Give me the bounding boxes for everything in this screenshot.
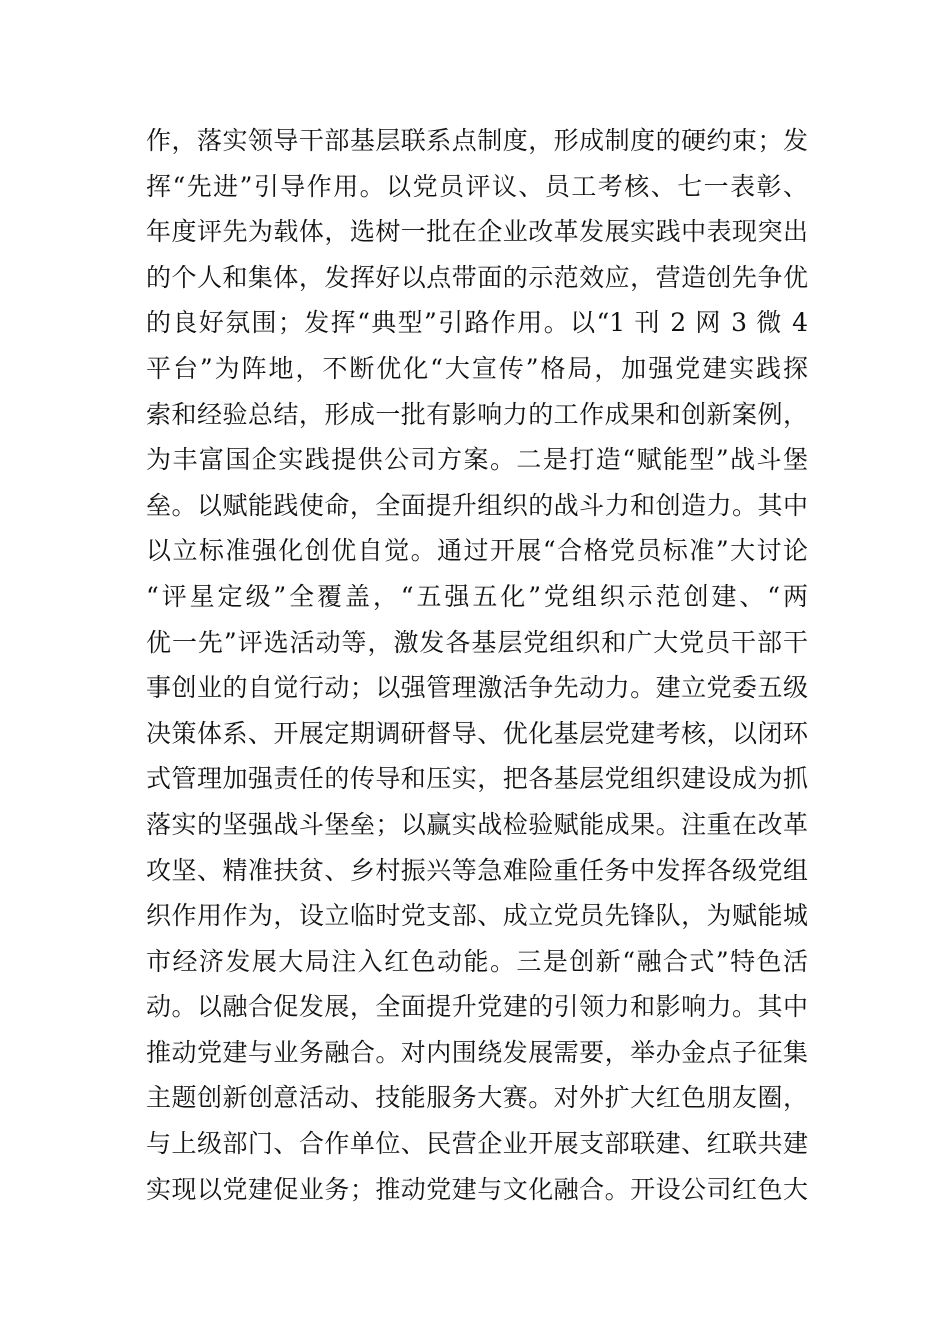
text-line: 的个人和集体，发挥好以点带面的示范效应，营造创先争优	[146, 262, 808, 292]
text-line: 作，落实领导干部基层联系点制度，形成制度的硬约束；发	[146, 126, 808, 155]
text-line: 的良好氛围；发挥“典型”引路作用。以“1 刊 2 网 3 微 4	[146, 308, 808, 338]
text-line: 与上级部门、合作单位、民营企业开展支部联建、红联共建	[146, 1129, 808, 1159]
text-line: 年度评先为载体，选树一批在企业改革发展实践中表现突出	[146, 217, 808, 247]
text-line: 织作用作为，设立临时党支部、成立党员先锋队，为赋能城	[146, 901, 808, 931]
text-line: 决策体系、开展定期调研督导、优化基层党建考核，以闭环	[146, 718, 808, 748]
text-line: 挥“先进”引导作用。以党员评议、员工考核、七一表彰、	[146, 171, 808, 201]
text-line: 动。以融合促发展，全面提升党建的引领力和影响力。其中	[146, 992, 808, 1022]
text-line: 平台”为阵地，不断优化“大宣传”格局，加强党建实践探	[146, 353, 808, 383]
text-line: 实现以党建促业务；推动党建与文化融合。开设公司红色大	[146, 1174, 808, 1204]
text-line: 推动党建与业务融合。对内围绕发展需要，举办金点子征集	[146, 1037, 808, 1067]
text-line: 攻坚、精准扶贫、乡村振兴等急难险重任务中发挥各级党组	[146, 855, 808, 885]
text-line: 垒。以赋能践使命，全面提升组织的战斗力和创造力。其中	[146, 490, 808, 520]
text-line: 落实的坚强战斗堡垒；以赢实战检验赋能成果。注重在改革	[146, 809, 808, 839]
text-line: 索和经验总结，形成一批有影响力的工作成果和创新案例，	[146, 399, 808, 429]
text-line: 为丰富国企实践提供公司方案。二是打造“赋能型”战斗堡	[146, 445, 808, 475]
text-line: 式管理加强责任的传导和压实，把各基层党组织建设成为抓	[146, 764, 808, 794]
body-text	[146, 118, 808, 1212]
text-line: 事创业的自觉行动；以强管理激活争先动力。建立党委五级	[146, 673, 808, 703]
text-line: 以立标准强化创优自觉。通过开展“合格党员标准”大讨论	[146, 536, 808, 566]
text-line: 主题创新创意活动、技能服务大赛。对外扩大红色朋友圈，	[146, 1083, 808, 1113]
text-line: 优一先”评选活动等，激发各基层党组织和广大党员干部干	[146, 627, 808, 657]
text-line: 市经济发展大局注入红色动能。三是创新“融合式”特色活	[146, 946, 808, 976]
text-line: “评星定级”全覆盖，“五强五化”党组织示范创建、“两	[146, 581, 808, 611]
